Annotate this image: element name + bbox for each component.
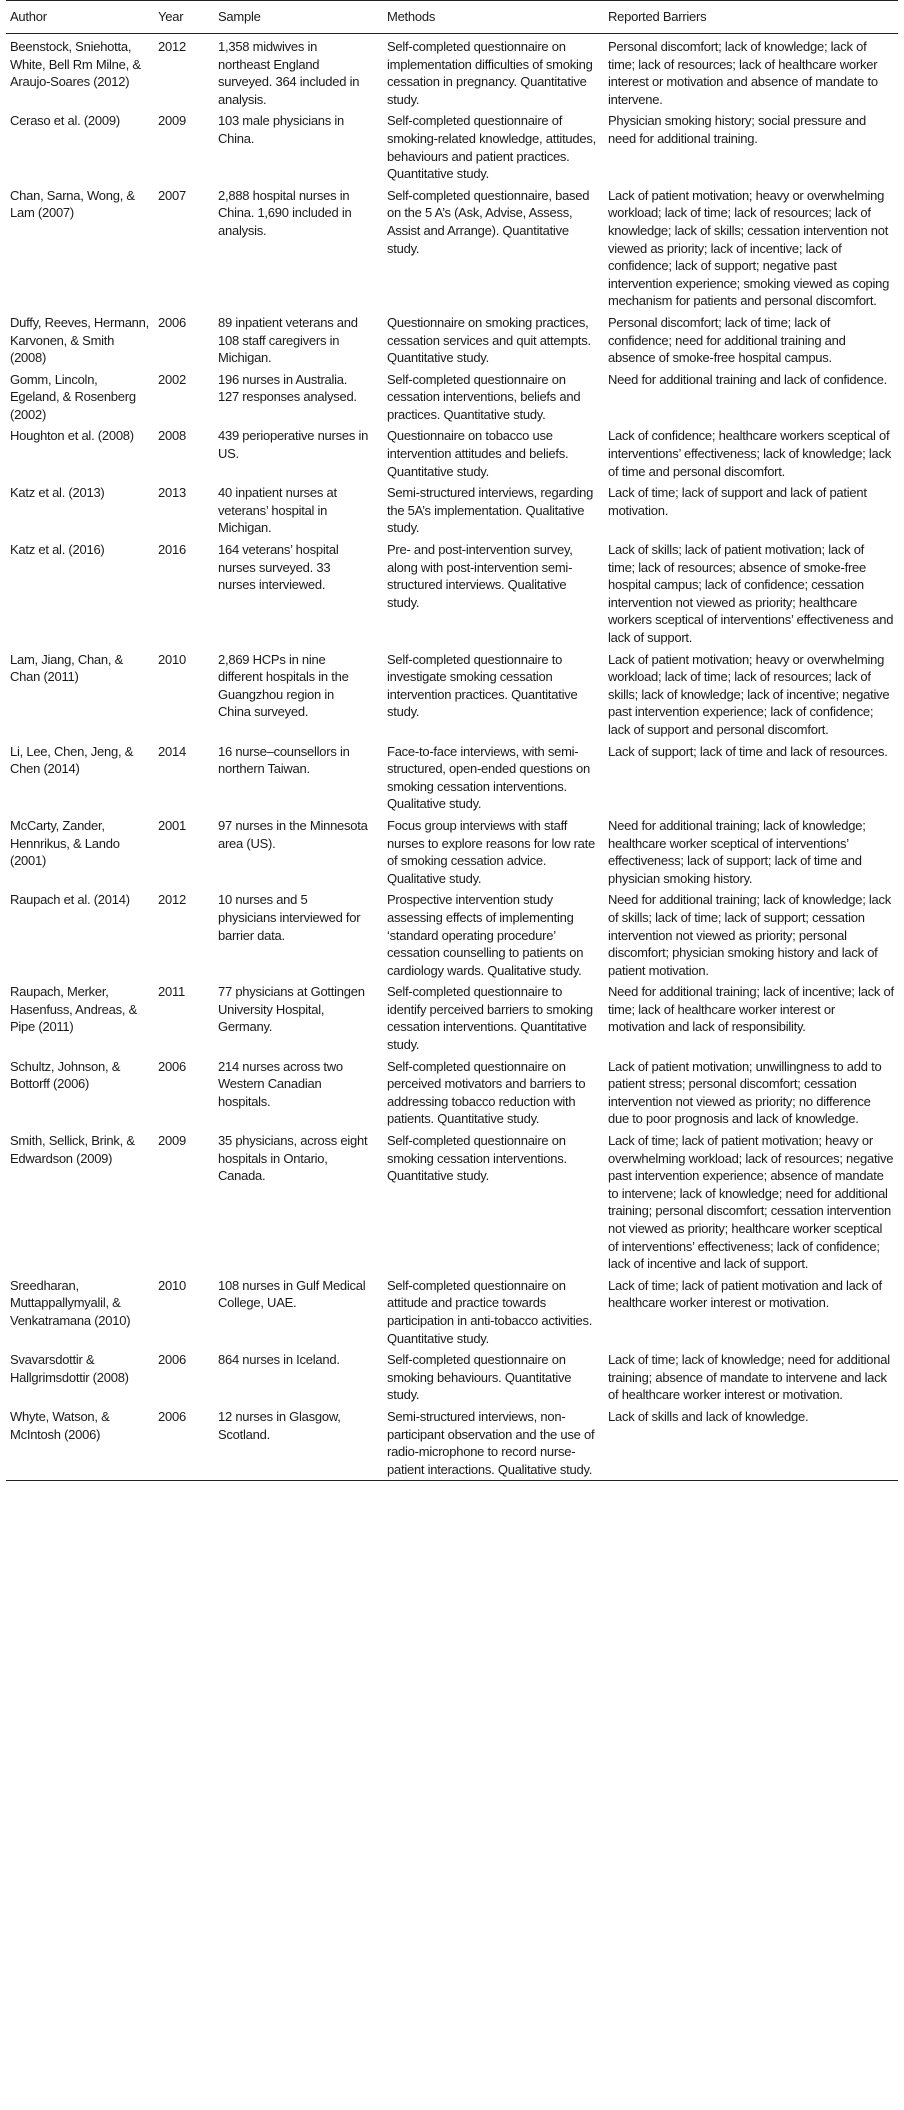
methods-cell: Questionnaire on smoking practices, cessation services and quit attempts. Quantitative study. [387, 314, 591, 366]
sample-cell: 164 veterans’ hospital nurses surveyed. 33 nurses interviewed. [218, 542, 339, 593]
methods-cell: Focus group interviews with staff nurses to explore reasons for low rate of smoking cessation advice. Qualitative study. [387, 817, 595, 886]
methods-cell: Self-completed questionnaire to identify perceived barriers to smoking cessation interventions. Quantitative study. [387, 984, 593, 1053]
methods-cell: Semi-structured interviews, non-participant observation and the use of radio-microphone to record nurse-patient interactions. Qualitative study. [373, 1404, 600, 1481]
sample-cell: 77 physicians at Gottingen University Hospital, Germany. [218, 984, 365, 1035]
author-cell: Katz et al. (2013) [10, 485, 105, 501]
barriers-cell: Lack of confidence; healthcare workers sceptical of interventions’ effectiveness; lack of knowledge; lack of time and personal discomfort. [608, 428, 892, 479]
year-cell: 2009 [158, 1133, 186, 1149]
sample-cell: 2,869 HCPs in nine different hospitals in the Guangzhou region in China surveyed. [218, 651, 349, 720]
table-row [6, 367, 898, 424]
methods-cell: Self-completed questionnaire on perceived motivators and barriers to addressing tobacco reduction with patients. Quantitative study. [387, 1058, 586, 1127]
barriers-cell: Lack of patient motivation; heavy or overwhelming workload; lack of time; lack of resources; lack of skills; lack of knowledge; lack of incentive; negative past intervention experience; lack of confidence; lack of support and personal discomfort. [608, 651, 890, 737]
header-row [6, 1, 898, 34]
sample-cell: 89 inpatient veterans and 108 staff caregivers in Michigan. [218, 314, 358, 366]
table-row [6, 310, 898, 367]
header-author: Author [6, 1, 154, 34]
methods-cell: Self-completed questionnaire on implementation difficulties of smoking cessation in pregnancy. Quantitative study. [387, 39, 593, 107]
table-row [6, 1404, 898, 1481]
methods-cell: Semi-structured interviews, regarding the 5A’s implementation. Qualitative study. [387, 485, 594, 536]
methods-cell: Self-completed questionnaire on attitude and practice towards participation in anti-tobacco activities. Quantitative study. [387, 1277, 593, 1346]
sample-cell: 35 physicians, across eight hospitals in Ontario, Canada. [218, 1133, 368, 1184]
barriers-cell: Lack of patient motivation; unwillingness to add to patient stress; personal discomfort; cessation intervention not viewed as priority; no difference due to poor prognosis and lack of knowledge. [608, 1058, 882, 1127]
barriers-cell: Need for additional training; lack of knowledge; lack of skills; lack of time; lack of support; cessation intervention not viewed as priority; personal discomfort; physician smoking history and lack of patient motivation. [608, 892, 892, 978]
sample-cell: 103 male physicians in China. [218, 113, 345, 146]
barriers-cell: Need for additional training and lack of confidence. [608, 371, 887, 387]
table-row [6, 183, 898, 310]
year-cell: 2007 [158, 187, 186, 203]
year-cell: 2008 [158, 428, 186, 444]
sample-cell: 864 nurses in Iceland. [218, 1352, 340, 1368]
author-cell: Lam, Jiang, Chan, & Chan (2011) [10, 651, 124, 685]
year-cell: 2006 [158, 1058, 186, 1074]
author-cell: Raupach, Merker, Hasenfuss, Andreas, & Pipe (2011) [10, 984, 137, 1035]
methods-cell: Self-completed questionnaire to investigate smoking cessation intervention practices. Quantitative study. [387, 651, 578, 720]
author-cell: Whyte, Watson, & McIntosh (2006) [6, 1404, 154, 1481]
author-cell: Smith, Sellick, Brink, & Edwardson (2009) [10, 1133, 135, 1166]
methods-cell: Prospective intervention study assessing effects of implementing ‘standard operating procedure’ cessation counselling to patients on cardiology wards. Qualitative study. [387, 892, 584, 978]
author-cell: Schultz, Johnson, & Bottorff (2006) [10, 1058, 121, 1092]
author-cell: Raupach et al. (2014) [10, 892, 130, 908]
year-cell: 2006 [154, 1404, 214, 1481]
table-row [6, 1054, 898, 1128]
barriers-cell: Lack of time; lack of support and lack of patient motivation. [608, 485, 867, 518]
barriers-cell: Lack of patient motivation; heavy or overwhelming workload; lack of time; lack of resources; lack of knowledge; lack of skills; cessation intervention not viewed as priority; lack of incentive; lack of confidence; lack of support; negative past intervention experience; smoking viewed as coping mechanism for patients and personal discomfort. [608, 187, 890, 309]
sample-cell: 2,888 hospital nurses in China. 1,690 included in analysis. [218, 187, 352, 238]
methods-cell: Self-completed questionnaire on smoking cessation interventions. Quantitative study. [387, 1133, 567, 1184]
table-row [6, 1128, 898, 1273]
barriers-cell: Personal discomfort; lack of knowledge; lack of time; lack of resources; lack of healthcare worker interest or motivation and absence of mandate to intervene. [608, 39, 878, 107]
barriers-cell: Need for additional training; lack of incentive; lack of time; lack of healthcare worker interest or motivation and lack of responsibility. [608, 984, 894, 1035]
table-row [6, 979, 898, 1053]
author-cell: Katz et al. (2016) [10, 542, 105, 558]
year-cell: 2016 [158, 542, 186, 558]
methods-cell: Self-completed questionnaire, based on the 5 A’s (Ask, Advise, Assess, Assist and Arrange). Quantitative study. [387, 187, 590, 256]
year-cell: 2010 [158, 651, 186, 667]
barriers-cell: Lack of time; lack of knowledge; need for additional training; absence of mandate to intervene and lack of healthcare worker interest or motivation. [608, 1352, 890, 1403]
header-sample: Sample [214, 1, 373, 34]
year-cell: 2012 [158, 39, 186, 54]
barriers-cell: Lack of time; lack of patient motivation and lack of healthcare worker interest or motivation. [608, 1277, 882, 1311]
methods-cell: Pre- and post-intervention survey, along with post-intervention semi-structured interviews. Qualitative study. [387, 542, 573, 610]
sample-cell: 16 nurse–counsellors in northern Taiwan. [218, 743, 350, 777]
author-cell: Duffy, Reeves, Hermann, Karvonen, & Smith (2008) [10, 314, 149, 366]
year-cell: 2012 [158, 892, 186, 908]
author-cell: Svavarsdottir & Hallgrimsdottir (2008) [10, 1352, 129, 1385]
methods-cell: Face-to-face interviews, with semi-structured, open-ended questions on smoking cessation interventions. Qualitative study. [387, 743, 591, 812]
sample-cell: 196 nurses in Australia. 127 responses analysed. [218, 371, 357, 405]
barriers-cell: Need for additional training; lack of knowledge; healthcare worker sceptical of interventions’ effectiveness; lack of support; lack of time and physician smoking history. [608, 817, 866, 886]
header-reported-barriers: Reported Barriers [600, 1, 898, 34]
table-row [6, 813, 898, 887]
year-cell: 2006 [158, 314, 186, 330]
author-cell: McCarty, Zander, Hennrikus, & Lando (2001) [10, 817, 120, 869]
sample-cell: 12 nurses in Glasgow, Scotland. [214, 1404, 373, 1481]
barriers-cell: Lack of time; lack of patient motivation; heavy or overwhelming workload; lack of resources; negative past intervention experience; absence of mandate to intervene; lack of knowledge; need for additional training; personal discomfort; cessation intervention not viewed as priority; healthcare worker sceptical of interventions’ effectiveness; lack of confidence; lack of incentive and lack of support. [608, 1133, 894, 1272]
barriers-cell: Lack of skills and lack of knowledge. [600, 1404, 898, 1481]
methods-cell: Self-completed questionnaire on cessation interventions, beliefs and practices. Quantitative study. [387, 371, 581, 422]
table-row [6, 887, 898, 979]
sample-cell: 10 nurses and 5 physicians interviewed for barrier data. [218, 892, 361, 943]
table-row [6, 1347, 898, 1404]
author-cell: Houghton et al. (2008) [10, 428, 134, 444]
author-cell: Beenstock, Sniehotta, White, Bell Rm Milne, & Araujo-Soares (2012) [10, 39, 141, 90]
year-cell: 2013 [158, 485, 186, 501]
author-cell: Sreedharan, Muttappallymyalil, & Venkatramana (2010) [10, 1277, 131, 1328]
author-cell: Chan, Sarna, Wong, & Lam (2007) [10, 187, 135, 221]
table-row [6, 480, 898, 537]
table-body [6, 34, 898, 1481]
methods-cell: Questionnaire on tobacco use intervention attitudes and beliefs. Quantitative study. [387, 428, 569, 479]
author-cell: Ceraso et al. (2009) [10, 113, 120, 129]
barriers-cell: Physician smoking history; social pressure and need for additional training. [608, 113, 867, 146]
methods-cell: Self-completed questionnaire on smoking behaviours. Quantitative study. [387, 1352, 572, 1403]
table-row [6, 1273, 898, 1347]
header-methods: Methods [373, 1, 600, 34]
year-cell: 2006 [158, 1352, 186, 1368]
table-row [6, 423, 898, 480]
barriers-cell: Personal discomfort; lack of time; lack of confidence; need for additional training and absence of smoke-free hospital campus. [608, 314, 846, 366]
sample-cell: 97 nurses in the Minnesota area (US). [218, 817, 368, 851]
table-row [6, 34, 898, 109]
author-cell: Gomm, Lincoln, Egeland, & Rosenberg (2002) [10, 371, 136, 422]
barriers-cell: Lack of support; lack of time and lack of resources. [608, 743, 888, 759]
year-cell: 2010 [158, 1277, 186, 1293]
table-row [6, 739, 898, 813]
sample-cell: 1,358 midwives in northeast England surveyed. 364 included in analysis. [218, 39, 360, 107]
year-cell: 2014 [158, 743, 186, 759]
table-row [6, 108, 898, 182]
table-row [6, 647, 898, 739]
barriers-table [6, 0, 898, 1481]
table-row [6, 537, 898, 647]
methods-cell: Self-completed questionnaire of smoking-related knowledge, attitudes, behaviours and patient practices. Quantitative study. [387, 113, 596, 182]
author-cell: Li, Lee, Chen, Jeng, & Chen (2014) [10, 743, 134, 777]
year-cell: 2009 [158, 113, 186, 129]
sample-cell: 214 nurses across two Western Canadian hospitals. [218, 1058, 343, 1109]
year-cell: 2011 [158, 984, 185, 1000]
year-cell: 2001 [158, 817, 186, 833]
sample-cell: 439 perioperative nurses in US. [218, 428, 369, 462]
year-cell: 2002 [158, 371, 186, 387]
table-header [6, 1, 898, 34]
sample-cell: 108 nurses in Gulf Medical College, UAE. [218, 1277, 366, 1311]
barriers-cell: Lack of skills; lack of patient motivation; lack of time; lack of resources; absence of smoke-free hospital campus; lack of confidence; cessation intervention not viewed as priority; healthcare workers sceptical of interventions’ effectiveness and lack of support. [608, 542, 894, 645]
sample-cell: 40 inpatient nurses at veterans’ hospital in Michigan. [218, 485, 337, 536]
header-year: Year [154, 1, 214, 34]
